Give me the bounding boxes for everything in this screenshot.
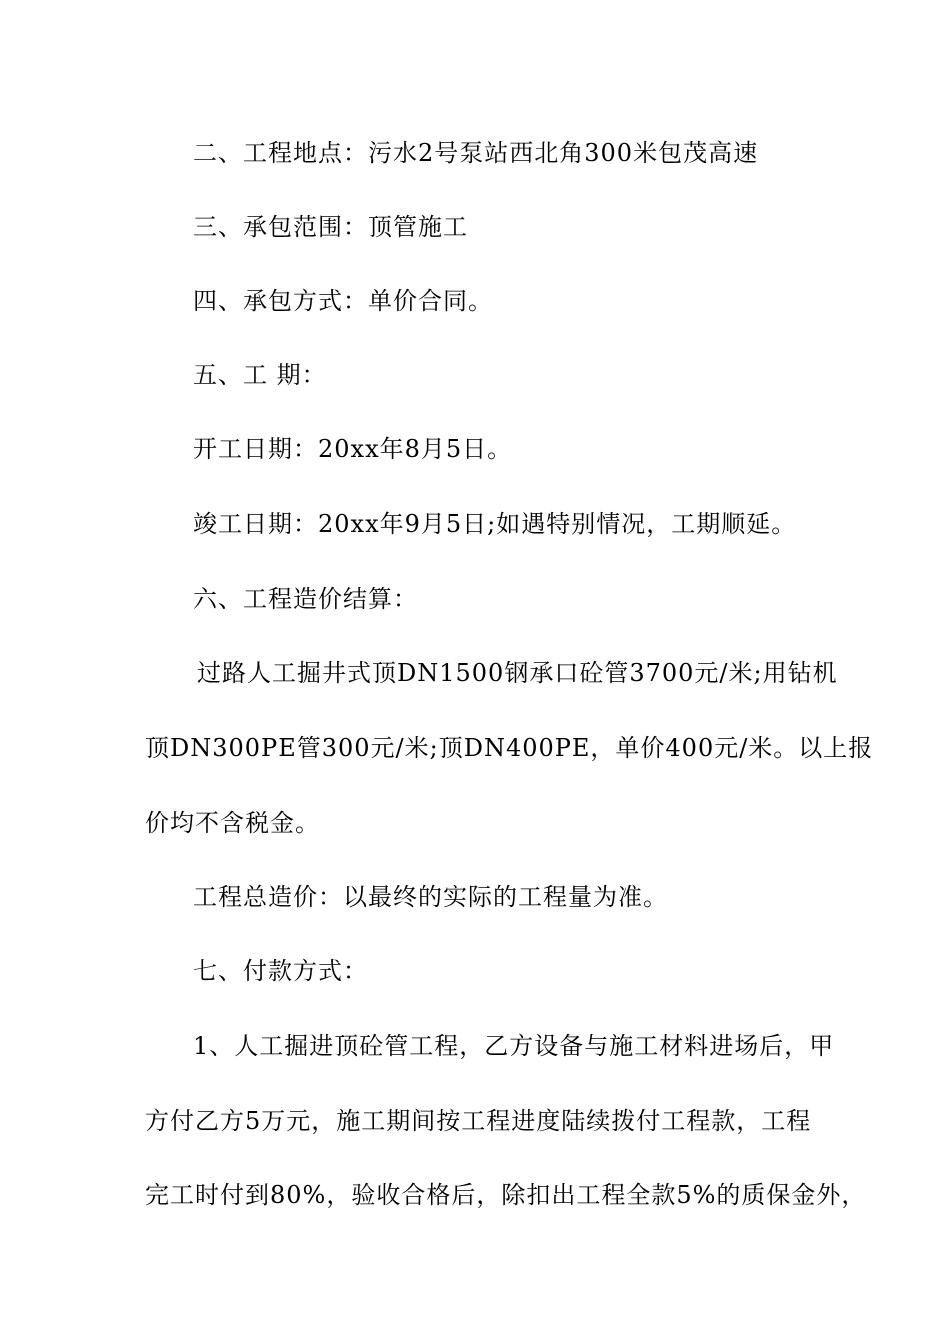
pricing-paragraph-line-3: 价均不含税金。	[145, 809, 320, 837]
section-7-payment-method: 七、付款方式：	[193, 957, 368, 985]
section-5-construction-period: 五、工 期：	[193, 361, 327, 389]
payment-paragraph-line-3: 完工时付到80%，验收合格后，除扣出工程全款5%的质保金外，	[145, 1181, 867, 1209]
section-6-cost-settlement: 六、工程造价结算：	[193, 585, 418, 613]
payment-paragraph-line-1: 1、人工掘进顶砼管工程，乙方设备与施工材料进场后，甲	[193, 1032, 835, 1060]
section-2-project-location: 二、工程地点：污水2号泵站西北角300米包茂高速	[193, 139, 759, 167]
total-cost-line: 工程总造价：以最终的实际的工程量为准。	[193, 883, 668, 911]
start-date-line: 开工日期：20xx年8月5日。	[193, 435, 513, 463]
section-3-contract-scope: 三、承包范围：顶管施工	[193, 213, 468, 241]
completion-date-line: 竣工日期：20xx年9月5日;如遇特别情况，工期顺延。	[193, 510, 797, 538]
payment-paragraph-line-2: 方付乙方5万元，施工期间按工程进度陆续拨付工程款，工程	[145, 1107, 812, 1135]
pricing-paragraph-line-2: 顶DN300PE管300元/米;顶DN400PE，单价400元/米。以上报	[145, 734, 874, 762]
pricing-paragraph-line-1: 过路人工掘井式顶DN1500钢承口砼管3700元/米;用钻机	[197, 659, 838, 687]
section-4-contract-method: 四、承包方式：单价合同。	[193, 287, 493, 315]
